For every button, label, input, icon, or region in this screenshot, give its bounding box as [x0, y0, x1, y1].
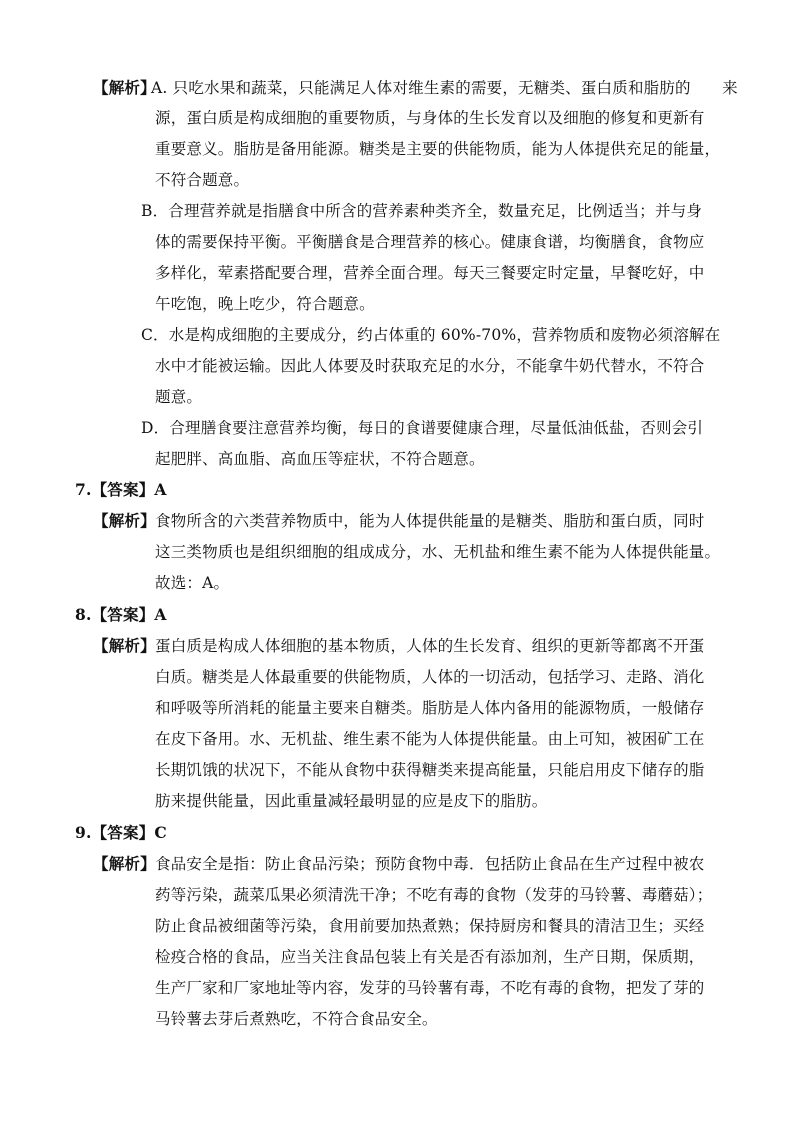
q6-option-a-line-3: 重要意义。脂肪是备用能源。糖类是主要的供能物质，能为人体提供充足的能量， — [155, 140, 721, 158]
q9-answer: 9.【答案】C — [75, 823, 167, 842]
q9-analysis-line-5: 生产厂家和厂家地址等内容，发芽的马铃薯有毒，不吃有毒的食物，把发了芽的 — [155, 979, 705, 997]
q9-analysis-line-4: 检疫合格的食品，应当关注食品包装上有关是否有添加剂，生产日期，保质期， — [155, 948, 705, 966]
q6-option-a-line-1: A. 只吃水果和蔬菜，只能满足人体对维生素的需要，无糖类、蛋白质和脂肪的 来 — [151, 79, 738, 97]
q8-analysis-line-1: 蛋白质是构成人体细胞的基本物质，人体的生长发育、组织的更新等都离不开蛋 — [155, 637, 705, 655]
q8-analysis-label: 【解析】 — [93, 636, 156, 655]
q9-analysis-label: 【解析】 — [93, 854, 156, 873]
q7-analysis-line-1: 食物所含的六类营养物质中，能为人体提供能量的是糖类、脂肪和蛋白质，同时 — [155, 512, 705, 530]
q7-analysis-label: 【解析】 — [93, 511, 156, 530]
q6-option-b-line-3: 多样化，荤素搭配要合理，营养全面合理。每天三餐要定时定量，早餐吃好，中 — [155, 264, 705, 282]
q9-analysis-line-6: 马铃薯去芽后煮熟吃，不符合食品安全。 — [155, 1010, 438, 1028]
q8-answer: 8.【答案】A — [75, 605, 167, 624]
q6-option-d-line-1: D．合理膳食要注意营养均衡，每日的食谱要健康合理，尽量低油低盐，否则会引 — [141, 419, 704, 437]
q6-option-c-line-1: C．水是构成细胞的主要成分，约占体重的 60%-70%，营养物质和废物必须溶解在 — [141, 326, 721, 344]
q6-analysis-label: 【解析】 — [93, 78, 156, 97]
q6-option-a-line-4: 不符合题意。 — [155, 171, 250, 189]
q6-option-c-line-3: 题意。 — [155, 388, 203, 406]
q6-option-b-line-2: 体的需要保持平衡。平衡膳食是合理营养的核心。健康食谱，均衡膳食，食物应 — [155, 233, 705, 251]
q6-option-a-line-2: 源，蛋白质是构成细胞的重要物质，与身体的生长发育以及细胞的修复和更新有 — [155, 109, 705, 127]
q7-analysis-line-3: 故选：A。 — [155, 574, 230, 592]
q8-analysis-line-6: 肪来提供能量，因此重量减轻最明显的应是皮下的脂肪。 — [155, 792, 548, 810]
q9-analysis-line-1: 食品安全是指：防止食品污染；预防食物中毒．包括防止食品在生产过程中被农 — [155, 855, 705, 873]
q6-option-d-line-2: 起肥胖、高血脂、高血压等症状，不符合题意。 — [155, 450, 485, 468]
q8-analysis-line-4: 在皮下备用。水、无机盐、维生素不能为人体提供能量。由上可知，被困矿工在 — [155, 730, 705, 748]
q7-analysis-line-2: 这三类物质也是组织细胞的组成成分，水、无机盐和维生素不能为人体提供能量。 — [155, 543, 721, 561]
q7-answer: 7.【答案】A — [75, 480, 167, 499]
q6-option-b-line-4: 午吃饱，晚上吃少，符合题意。 — [155, 295, 375, 313]
q8-analysis-line-5: 长期饥饿的状况下，不能从食物中获得糖类来提高能量，只能启用皮下储存的脂 — [155, 761, 705, 779]
q6-option-b-line-1: B．合理营养就是指膳食中所含的营养素种类齐全，数量充足，比例适当；并与身 — [141, 202, 703, 220]
q8-analysis-line-3: 和呼吸等所消耗的能量主要来自糖类。脂肪是人体内备用的能源物质，一般储存 — [155, 699, 705, 717]
q6-option-c-line-2: 水中才能被运输。因此人体要及时获取充足的水分，不能拿牛奶代替水，不符合 — [155, 357, 705, 375]
q9-analysis-line-3: 防止食品被细菌等污染，食用前要加热煮熟；保持厨房和餐具的清洁卫生；买经 — [155, 917, 705, 935]
q8-analysis-line-2: 白质。糖类是人体最重要的供能物质，人体的一切活动，包括学习、走路、消化 — [155, 668, 705, 686]
q9-analysis-line-2: 药等污染，蔬菜瓜果必须清洗干净；不吃有毒的食物（发芽的马铃薯、毒蘑菇）； — [155, 886, 713, 904]
